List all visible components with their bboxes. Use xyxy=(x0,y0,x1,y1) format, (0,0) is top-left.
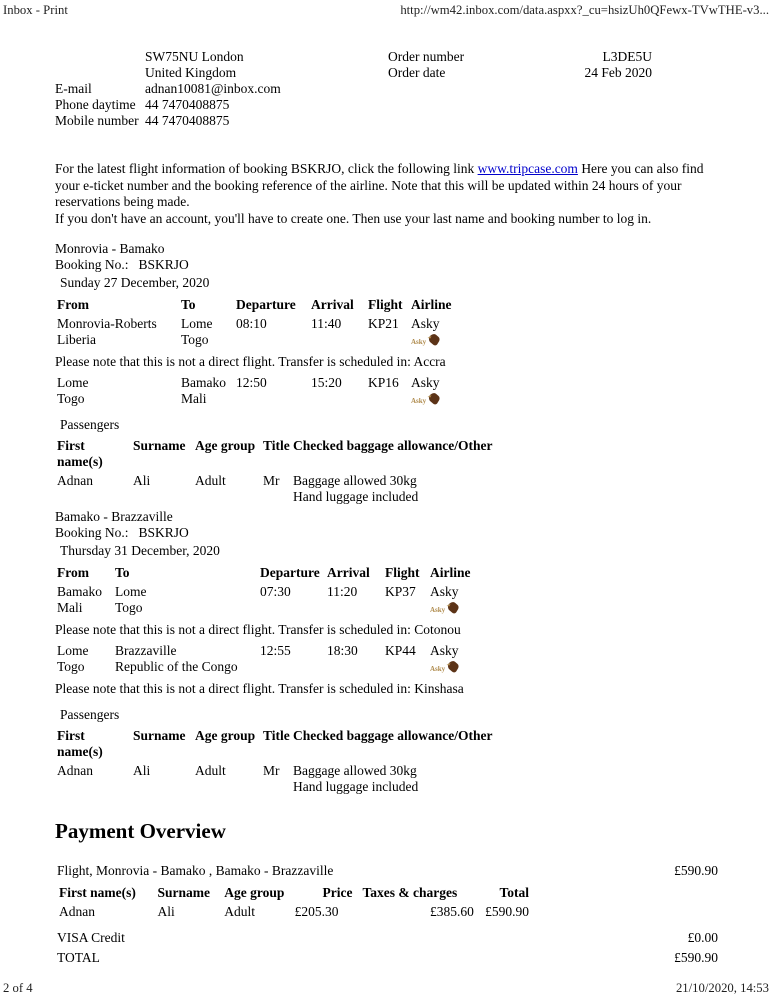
to-country: Mali xyxy=(181,391,207,406)
to-city: Brazzaville xyxy=(115,643,177,658)
payment-section xyxy=(55,819,718,966)
passenger-row xyxy=(57,473,716,505)
to-country: Republic of the Congo xyxy=(115,659,238,674)
visa-credit-amount: £0.00 xyxy=(687,930,718,945)
passenger-table-header-row xyxy=(57,728,716,763)
payment-surname: Ali xyxy=(157,904,175,919)
transfer-note: Please note that this is not a direct flight. Transfer is scheduled in: Kinshasa xyxy=(55,681,464,696)
col-header-to: To xyxy=(181,297,196,312)
flight-section-bamako-brazzaville xyxy=(55,509,718,795)
svg-text:Asky: Asky xyxy=(411,397,427,405)
phone-value: 44 7470408875 xyxy=(145,97,230,112)
order-details xyxy=(388,49,652,81)
payment-table-header-row xyxy=(59,885,529,904)
booking-number: BSKRJO xyxy=(138,525,189,540)
flight-table xyxy=(57,565,716,616)
visa-credit-row xyxy=(55,930,718,946)
col-header-title: Title xyxy=(263,728,290,743)
arrival-time: 15:20 xyxy=(311,375,342,390)
flight-table-header-row xyxy=(57,297,716,316)
col-header-taxes: Taxes & charges xyxy=(362,885,458,900)
from-city: Lome xyxy=(57,375,89,390)
payment-row xyxy=(59,904,529,920)
window-title: Inbox - Print xyxy=(3,3,68,17)
hand-luggage-note: Hand luggage included xyxy=(293,489,419,504)
flight-table xyxy=(57,297,716,348)
print-datetime: 21/10/2020, 14:53 xyxy=(675,981,769,995)
flight-number: KP21 xyxy=(368,316,399,331)
source-url: http://wm42.inbox.com/data.aspxx?_cu=hsizUh0QFewx-TVwTHE-v3... xyxy=(400,3,769,17)
airline-name: Asky xyxy=(411,375,440,390)
col-header-age-group: Age group xyxy=(195,728,256,743)
document-body xyxy=(55,49,718,966)
asky-airline-logo-icon xyxy=(411,333,716,347)
passenger-first-name: Adnan xyxy=(57,473,93,488)
col-header-from: From xyxy=(57,297,89,312)
svg-text:Asky: Asky xyxy=(430,665,446,673)
col-header-to: To xyxy=(115,565,130,580)
transfer-note: Please note that this is not a direct flight. Transfer is scheduled in: Cotonou xyxy=(55,622,461,637)
passenger-age-group: Adult xyxy=(195,763,226,778)
flight-date: Thursday 31 December, 2020 xyxy=(60,543,220,558)
departure-time: 07:30 xyxy=(260,584,291,599)
col-header-first-name: First name(s) xyxy=(57,728,103,759)
mobile-label: Mobile number xyxy=(55,113,139,128)
booking-label: Booking No.: xyxy=(55,257,129,272)
print-header-bar xyxy=(0,0,773,18)
email-value: adnan10081@inbox.com xyxy=(145,81,281,96)
total-amount: £590.90 xyxy=(674,950,718,965)
asky-airline-logo-icon xyxy=(430,601,716,615)
baggage-allowance: Baggage allowed 30kg xyxy=(293,473,417,488)
col-header-baggage: Checked baggage allowance/Other xyxy=(293,728,493,743)
booking-label: Booking No.: xyxy=(55,525,129,540)
total-label: TOTAL xyxy=(57,950,100,965)
airline-name: Asky xyxy=(430,643,459,658)
svg-text:Asky: Asky xyxy=(430,606,446,614)
col-header-price: Price xyxy=(322,885,353,900)
passenger-surname: Ali xyxy=(133,473,151,488)
col-header-first-name: First name(s) xyxy=(57,438,103,469)
col-header-first-name: First name(s) xyxy=(59,885,136,900)
col-header-from: From xyxy=(57,565,89,580)
flight-date: Sunday 27 December, 2020 xyxy=(60,275,210,290)
route-title: Monrovia - Bamako xyxy=(55,241,165,256)
col-header-flight: Flight xyxy=(368,297,403,312)
passenger-table-header-row xyxy=(57,438,716,473)
phone-label: Phone daytime xyxy=(55,97,136,112)
flight-section-monrovia-bamako xyxy=(55,241,718,505)
to-city: Lome xyxy=(181,316,213,331)
order-date-label: Order date xyxy=(388,65,446,80)
intro-text-before-link: For the latest flight information of booking BSKRJO, click the following link xyxy=(55,161,478,176)
flight-number: KP44 xyxy=(385,643,416,658)
payment-age-group: Adult xyxy=(224,904,256,919)
col-header-total: Total xyxy=(499,885,529,900)
page-number: 2 of 4 xyxy=(3,981,33,995)
from-city: Lome xyxy=(57,643,89,658)
blank-label xyxy=(55,49,145,65)
passenger-title: Mr xyxy=(263,473,280,488)
passengers-heading: Passengers xyxy=(60,707,120,722)
col-header-surname: Surname xyxy=(157,885,210,900)
passenger-surname: Ali xyxy=(133,763,151,778)
address-line2: United Kingdom xyxy=(145,65,237,80)
col-header-age-group: Age group xyxy=(224,885,285,900)
total-row xyxy=(55,950,718,966)
to-city: Bamako xyxy=(181,375,226,390)
passengers-heading: Passengers xyxy=(60,417,120,432)
passenger-row xyxy=(57,763,716,795)
col-header-arrival: Arrival xyxy=(327,565,370,580)
order-number-label: Order number xyxy=(388,49,465,64)
col-header-airline: Airline xyxy=(411,297,452,312)
baggage-allowance: Baggage allowed 30kg xyxy=(293,763,417,778)
passenger-title: Mr xyxy=(263,763,280,778)
passenger-first-name: Adnan xyxy=(57,763,93,778)
blank-label xyxy=(55,65,145,81)
arrival-time: 11:20 xyxy=(327,584,358,599)
col-header-flight: Flight xyxy=(385,565,420,580)
route-title: Bamako - Brazzaville xyxy=(55,509,173,524)
passenger-age-group: Adult xyxy=(195,473,226,488)
to-city: Lome xyxy=(115,584,147,599)
payment-price: £205.30 xyxy=(294,904,339,919)
col-header-arrival: Arrival xyxy=(311,297,354,312)
arrival-time: 18:30 xyxy=(327,643,358,658)
flight-table-header-row xyxy=(57,565,716,584)
flight-leg-row xyxy=(57,375,716,407)
departure-time: 12:55 xyxy=(260,643,291,658)
flight-number: KP16 xyxy=(368,375,399,390)
col-header-departure: Departure xyxy=(260,565,320,580)
svg-text:Asky: Asky xyxy=(411,338,427,346)
booking-number: BSKRJO xyxy=(138,257,189,272)
flight-number: KP37 xyxy=(385,584,416,599)
asky-airline-logo-icon xyxy=(411,392,716,406)
print-footer-bar xyxy=(3,980,769,996)
from-country: Mali xyxy=(57,600,83,615)
visa-credit-label: VISA Credit xyxy=(57,930,125,945)
payment-heading: Payment Overview xyxy=(55,819,226,843)
mobile-value: 44 7470408875 xyxy=(145,113,230,128)
col-header-age-group: Age group xyxy=(195,438,256,453)
contact-order-block xyxy=(55,49,718,129)
flight-leg-row xyxy=(57,643,716,675)
flight-leg-row xyxy=(57,584,716,616)
airline-name: Asky xyxy=(430,584,459,599)
order-date-value: 24 Feb 2020 xyxy=(584,65,652,80)
from-city: Bamako xyxy=(57,584,102,599)
order-number-value: L3DE5U xyxy=(602,49,652,64)
passenger-table xyxy=(57,728,716,795)
transfer-note: Please note that this is not a direct flight. Transfer is scheduled in: Accra xyxy=(55,354,446,369)
payment-summary-row xyxy=(55,863,718,879)
col-header-departure: Departure xyxy=(236,297,296,312)
from-city: Monrovia-Roberts xyxy=(57,316,157,331)
col-header-surname: Surname xyxy=(133,728,186,743)
flight-leg-row xyxy=(57,316,716,348)
booking-line xyxy=(55,257,718,273)
to-country: Togo xyxy=(115,600,143,615)
from-country: Togo xyxy=(57,391,85,406)
asky-airline-logo-icon xyxy=(430,660,716,674)
payment-first-name: Adnan xyxy=(59,904,95,919)
col-header-baggage: Checked baggage allowance/Other xyxy=(293,438,493,453)
intro-account-note: If you don't have an account, you'll have to create one. Then use your last name and booking number to log in. xyxy=(55,210,652,226)
departure-time: 08:10 xyxy=(236,316,267,331)
payment-taxes: £385.60 xyxy=(430,904,474,919)
departure-time: 12:50 xyxy=(236,375,267,390)
from-country: Togo xyxy=(57,659,85,674)
flight-table xyxy=(57,375,716,407)
col-header-title: Title xyxy=(263,438,290,453)
passenger-table xyxy=(57,438,716,505)
payment-summary-amount: £590.90 xyxy=(674,863,718,878)
hand-luggage-note: Hand luggage included xyxy=(293,779,419,794)
booking-info-paragraph xyxy=(55,161,718,227)
flight-table xyxy=(57,643,716,675)
tripcase-link[interactable]: www.tripcase.com xyxy=(477,161,578,176)
to-country: Togo xyxy=(181,332,209,347)
payment-summary-label: Flight, Monrovia - Bamako , Bamako - Brazzaville xyxy=(57,863,334,878)
payment-total: £590.90 xyxy=(485,904,529,919)
email-label: E-mail xyxy=(55,81,92,96)
booking-line xyxy=(55,525,718,541)
intro-text-after-link: Here you can also find your e-ticket number and the booking reference of the airline. Note that this will be updated within 24 hours of your reservations being made. xyxy=(55,161,704,209)
payment-table xyxy=(59,885,529,920)
col-header-airline: Airline xyxy=(430,565,471,580)
address-line1: SW75NU London xyxy=(145,49,244,64)
from-country: Liberia xyxy=(57,332,96,347)
col-header-surname: Surname xyxy=(133,438,186,453)
arrival-time: 11:40 xyxy=(311,316,342,331)
airline-name: Asky xyxy=(411,316,440,331)
